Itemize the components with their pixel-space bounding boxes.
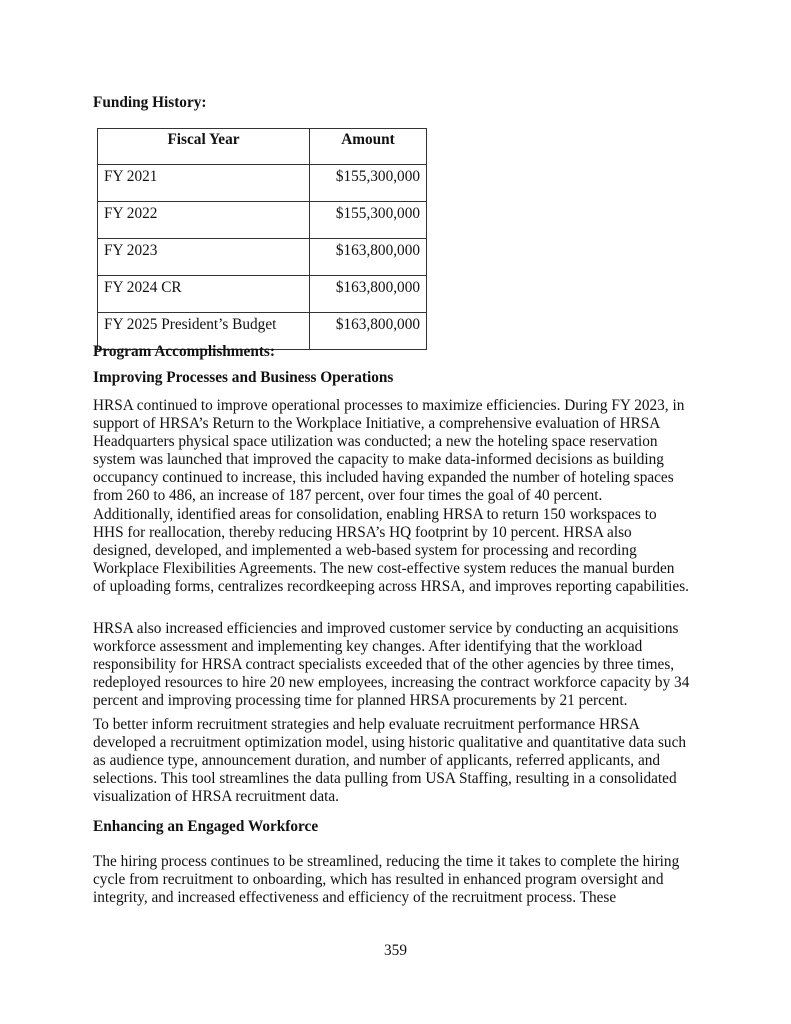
paragraph-line: percent and improving processing time for planned HRSA procurements by 21 percent. xyxy=(93,692,628,710)
paragraph-line: HRSA continued to improve operational processes to maximize efficiencies. During FY 2023, in xyxy=(93,397,685,414)
paragraph-line: support of HRSA’s Return to the Workplace Initiative, a comprehensive evaluation of HRSA xyxy=(93,415,661,433)
paragraph-line: selections. This tool streamlines the data pulling from USA Staffing, resulting in a consolidated xyxy=(93,770,677,788)
fiscal-year-cell: FY 2025 President’s Budget xyxy=(98,313,310,350)
table-row xyxy=(98,202,427,239)
paragraph-line: as audience type, announcement duration, and number of applicants, referred applicants, and xyxy=(93,752,661,770)
paragraph-hiring-process xyxy=(93,853,705,907)
paragraph-line: integrity, and increased effectiveness and efficiency of the recruitment process. These xyxy=(93,889,617,907)
section-heading-engaged-workforce: Enhancing an Engaged Workforce xyxy=(93,818,319,835)
paragraph-line: occupancy continued to increase, this included having expanded the number of hoteling spaces xyxy=(93,469,674,487)
paragraph-line: system was launched that improved the capacity to make data-informed decisions as building xyxy=(93,451,664,469)
paragraph-line: Workplace Flexibilities Agreements. The new cost-effective system reduces the manual burden xyxy=(93,559,675,577)
table-row xyxy=(98,239,427,276)
column-header-fiscal-year: Fiscal Year xyxy=(98,129,310,165)
funding-history-table xyxy=(97,128,427,350)
table-header-row xyxy=(98,129,427,165)
amount-cell: $155,300,000 xyxy=(310,202,427,239)
table-row xyxy=(98,165,427,202)
table-row xyxy=(98,276,427,313)
fiscal-year-cell: FY 2023 xyxy=(98,239,310,276)
section-heading-improving-processes: Improving Processes and Business Operations xyxy=(93,369,394,386)
column-header-amount: Amount xyxy=(310,129,427,165)
paragraph-line: Headquarters physical space utilization was conducted; a new the hoteling space reservation xyxy=(93,433,658,451)
paragraph-line: responsibility for HRSA contract specialists exceeded that of the other agencies by three times, xyxy=(93,656,675,674)
page-number: 359 xyxy=(384,942,407,959)
paragraph-line: HHS for reallocation, thereby reducing HRSA’s HQ footprint by 10 percent. HRSA also xyxy=(93,523,632,541)
paragraph-line: HRSA also increased efficiencies and improved customer service by conducting an acquisitions xyxy=(93,620,679,637)
paragraph-line: visualization of HRSA recruitment data. xyxy=(93,788,339,806)
fiscal-year-cell: FY 2021 xyxy=(98,165,310,202)
paragraph-line: of uploading forms, centralizes recordkeeping across HRSA, and improves reporting capabilities. xyxy=(93,577,689,595)
fiscal-year-cell: FY 2024 CR xyxy=(98,276,310,313)
funding-history-heading: Funding History: xyxy=(93,94,207,111)
paragraph-line: from 260 to 486, an increase of 187 percent, over four times the goal of 40 percent. xyxy=(93,487,603,505)
paragraph-line: redeployed resources to hire 20 new employees, increasing the contract workforce capacity by 34 xyxy=(93,674,690,692)
paragraph-workplace-initiative xyxy=(93,397,705,596)
paragraph-line: Additionally, identified areas for consolidation, enabling HRSA to return 150 workspaces to xyxy=(93,505,657,523)
amount-cell: $155,300,000 xyxy=(310,165,427,202)
paragraph-line: To better inform recruitment strategies and help evaluate recruitment performance HRSA xyxy=(93,716,640,733)
paragraph-acquisitions-workforce xyxy=(93,620,705,710)
paragraph-recruitment-optimization xyxy=(93,716,705,806)
amount-cell: $163,800,000 xyxy=(310,239,427,276)
paragraph-line: designed, developed, and implemented a web-based system for processing and recording xyxy=(93,541,637,559)
program-accomplishments-heading: Program Accomplishments: xyxy=(93,343,275,360)
paragraph-line: The hiring process continues to be streamlined, reducing the time it takes to complete the hiring xyxy=(93,853,680,870)
paragraph-line: developed a recruitment optimization model, using historic qualitative and quantitative data such xyxy=(93,734,687,752)
amount-cell: $163,800,000 xyxy=(310,313,427,350)
fiscal-year-cell: FY 2022 xyxy=(98,202,310,239)
amount-cell: $163,800,000 xyxy=(310,276,427,313)
paragraph-line: cycle from recruitment to onboarding, which has resulted in enhanced program oversight and xyxy=(93,871,664,889)
paragraph-line: workforce assessment and implementing key changes. After identifying that the workload xyxy=(93,638,643,656)
